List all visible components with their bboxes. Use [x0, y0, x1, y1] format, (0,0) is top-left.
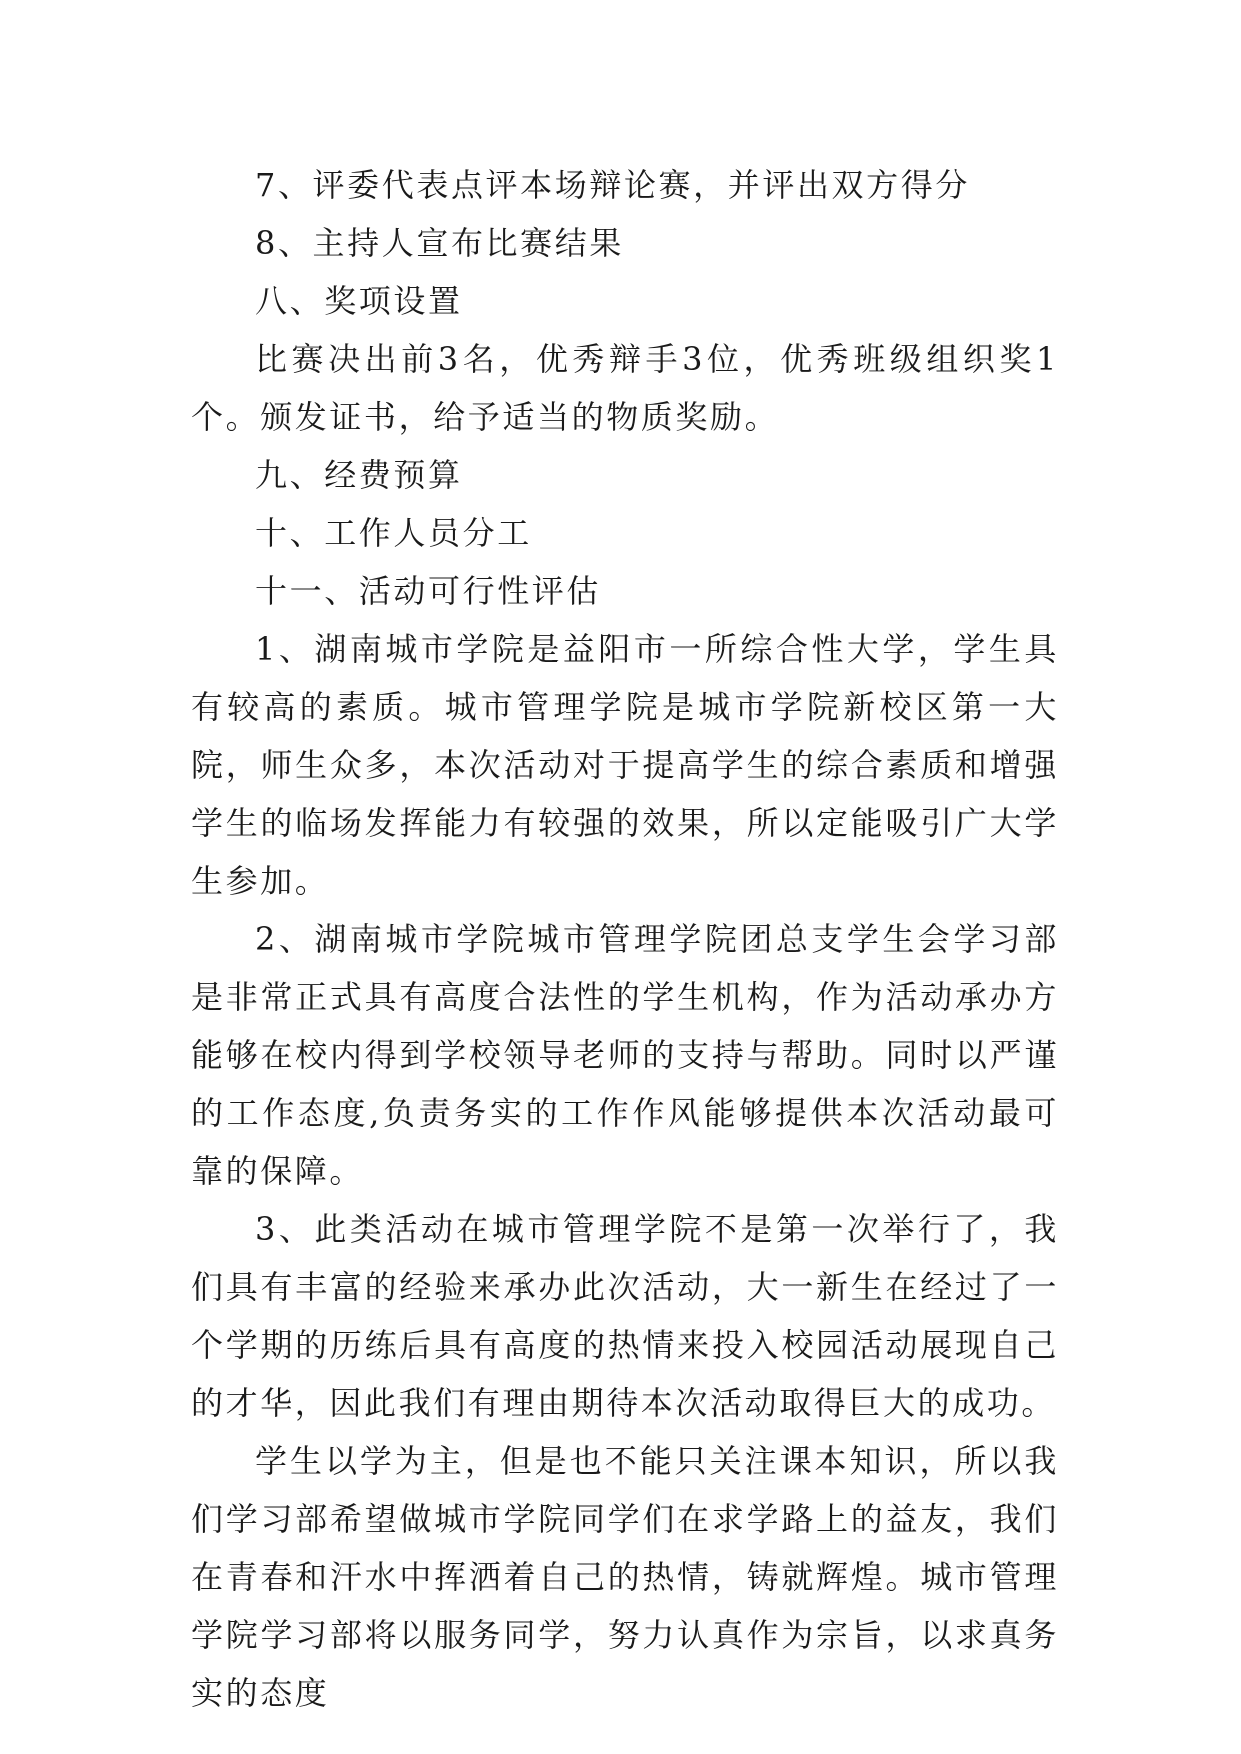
section-heading-staff: 十、工作人员分工 [255, 514, 532, 552]
paragraph-item-8: 8、主持人宣布比赛结果 [255, 224, 624, 262]
section-heading-awards: 八、奖项设置 [255, 282, 463, 320]
paragraph-item-7: 7、评委代表点评本场辩论赛，并评出双方得分 [255, 166, 970, 204]
paragraph-feasibility-3: 3、此类活动在城市管理学院不是第一次举行了，我们具有丰富的经验来承办此次活动，大一新生在经过了一个学期的历练后具有高度的热情来投入校园活动展现自己的才华，因此我们有理由期待本次活动取得巨大的成功。 [191, 1210, 1059, 1422]
section-heading-budget: 九、经费预算 [255, 456, 463, 494]
paragraph-feasibility-1: 1、湖南城市学院是益阳市一所综合性大学，学生具有较高的素质。城市管理学院是城市学院新校区第一大院，师生众多，本次活动对于提高学生的综合素质和增强学生的临场发挥能力有较强的效果，所以定能吸引广大学生参加。 [191, 630, 1059, 900]
paragraph-awards: 比赛决出前3名，优秀辩手3位，优秀班级组织奖1个。颁发证书，给予适当的物质奖励。 [191, 340, 1059, 436]
paragraph-closing: 学生以学为主，但是也不能只关注课本知识，所以我们学习部希望做城市学院同学们在求学路上的益友，我们在青春和汗水中挥洒着自己的热情，铸就辉煌。城市管理学院学习部将以服务同学，努力认真作为宗旨，以求真务实的态度 [191, 1442, 1059, 1712]
paragraph-feasibility-2: 2、湖南城市学院城市管理学院团总支学生会学习部是非常正式具有高度合法性的学生机构，作为活动承办方能够在校内得到学校领导老师的支持与帮助。同时以严谨的工作态度,负责务实的工作作风能够提供本次活动最可靠的保障。 [191, 920, 1059, 1190]
section-heading-feasibility: 十一、活动可行性评估 [255, 572, 602, 610]
document-body [191, 156, 1059, 1722]
